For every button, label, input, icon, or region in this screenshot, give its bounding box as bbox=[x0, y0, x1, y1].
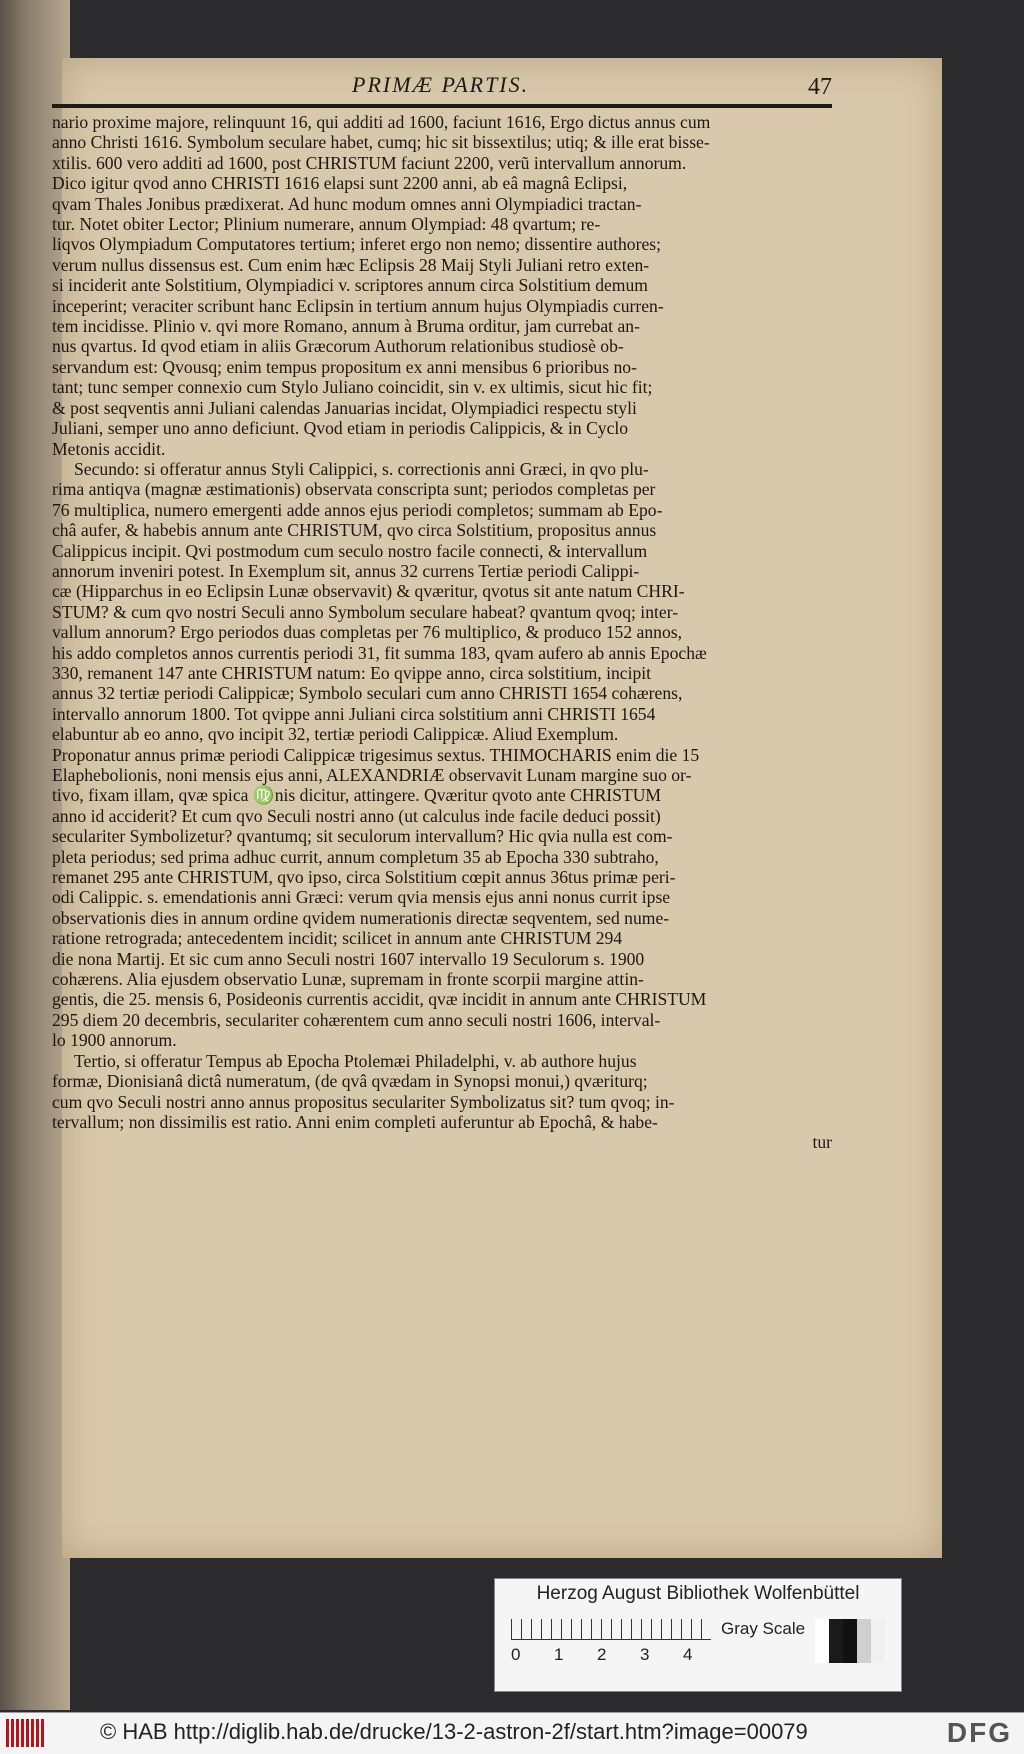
library-name: Herzog August Bibliothek Wolfenbüttel bbox=[536, 1583, 860, 1604]
text-line: Metonis accidit. bbox=[52, 438, 166, 459]
gray-patch bbox=[857, 1619, 871, 1663]
paragraph-2 bbox=[52, 459, 832, 1051]
ruler-number: 3 bbox=[640, 1645, 650, 1664]
text-line: his addo completos annos currentis periodi 31, fit summa 183, qvam aufero ab annis Epochæ bbox=[52, 642, 707, 663]
text-line: seculariter Symbolizetur? qvantumq; sit seculorum intervallum? Hic qvia nulla est com- bbox=[52, 826, 673, 847]
text-line: Elaphebolionis, noni mensis ejus anni, ALEXANDRIÆ observavit Lunam margine suo or- bbox=[52, 765, 692, 785]
text-line: tur. Notet obiter Lector; Plinium numerare, annum Olympiad: 48 qvartum; re- bbox=[52, 214, 601, 235]
text-line: anno Christi 1616. Symbolum seculare habet, cumq; hic sit bissextilus; utiq; & ille erat bisse- bbox=[52, 132, 710, 153]
text-line: servandum est: Qvousq; enim tempus propositum ex anni mensibus 6 prioribus no- bbox=[52, 356, 637, 377]
text-line: qvam Thales Jonibus prædixerat. Ad hunc modum omnes anni Olympiadici tractan- bbox=[52, 193, 642, 214]
text-line: 76 multiplica, numero emergenti adde annos ejus periodi completos; summam ab Epo- bbox=[52, 499, 663, 520]
paragraph-1 bbox=[52, 112, 832, 459]
ruler-number: 2 bbox=[597, 1645, 607, 1664]
ruler-number: 0 bbox=[511, 1645, 521, 1664]
text-line: gentis, die 25. mensis 6, Posideonis currentis accidit, qvæ incidit in annum ante CHRISTUM bbox=[52, 989, 707, 1010]
text-line: Juliani, semper uno anno deficiunt. Qvod etiam in periodis Calippicis, & in Cyclo bbox=[52, 418, 629, 439]
text-line: liqvos Olympiadum Computatores tertium; inferet ergo non nemo; dissentire authores; bbox=[52, 234, 661, 255]
text-line: lo 1900 annorum. bbox=[52, 1030, 177, 1051]
paragraph-3 bbox=[52, 1051, 832, 1133]
text-line: cæ (Hipparchus in eo Eclipsin Lunæ observavit) & qværitur, qvotus sit ante natum CHRI- bbox=[52, 581, 685, 602]
running-title: PRIMÆ PARTIS. bbox=[352, 72, 530, 97]
text-line: nus qvartus. Id qvod etiam in aliis Græcorum Authorum relationibus studiosè ob- bbox=[52, 336, 624, 357]
text-line: cohærens. Alia ejusdem observatio Lunæ, supremam in fronte scorpii margine attin- bbox=[52, 969, 644, 990]
text-line: ratione retrograda; antecedentem incidit; scilicet in annum ante CHRISTUM 294 bbox=[52, 928, 623, 949]
text-line: formæ, Dionisianâ dictâ numeratum, (de qvâ qvædam in Synopsi monui,) qværiturq; bbox=[52, 1071, 648, 1092]
hab-logo-icon bbox=[6, 1719, 46, 1747]
text-line: vallum annorum? Ergo periodos duas completas per 76 multiplico, & produco 152 annos, bbox=[52, 622, 682, 643]
text-line: observationis dies in annum ordine qvidem numerationis directæ seqventem, sed nume- bbox=[52, 907, 670, 928]
text-line: cum qvo Seculi nostri anno annus propositus seculariter Symbolizatus sit? tum qvoq; in- bbox=[52, 1091, 675, 1112]
text-line: elabuntur ab eo anno, qvo incipit 32, tertiæ periodi Calippicæ. Aliud Exemplum. bbox=[52, 724, 619, 745]
text-line: nario proxime majore, relinquunt 16, qui additi ad 1600, faciunt 1616, Ergo dictus annus cum bbox=[52, 112, 711, 132]
ruler-scale bbox=[511, 1619, 711, 1640]
text-line: & post seqventis anni Juliani calendas Januarias incidat, Olympiadici respectu styli bbox=[52, 397, 637, 418]
text-line: rima antiqva (magnæ æstimationis) observata conscripta sunt; periodos completas per bbox=[52, 479, 656, 500]
text-line: tervallum; non dissimilis est ratio. Anni enim completi auferuntur ab Epochâ, & habe- bbox=[52, 1111, 658, 1132]
text-line: xtilis. 600 vero additi ad 1600, post CHRISTUM faciunt 2200, verũ intervallum annorum. bbox=[52, 152, 687, 173]
text-line: annus 32 tertiæ periodi Calippicæ; Symbolo seculari cum anno CHRISTI 1654 cohærens, bbox=[52, 683, 683, 704]
text-line: pleta periodus; sed prima adhuc currit, annum completum 35 ab Epocha 330 subtraho, bbox=[52, 846, 659, 867]
ruler-numbers bbox=[511, 1645, 731, 1669]
text-line: remanet 295 ante CHRISTUM, qvo ipso, circa Solstitium cœpit annus 36tus primæ peri- bbox=[52, 867, 676, 888]
text-line: annorum inveniri potest. In Exemplum sit, annus 32 currens Tertiæ periodi Calippi- bbox=[52, 560, 640, 581]
text-line: verum nullus dissensus est. Cum enim hæc Eclipsis 28 Maij Styli Juliani retro exten- bbox=[52, 254, 650, 275]
text-line: Dico igitur qvod anno CHRISTI 1616 elapsi sunt 2200 anni, ab eâ magnâ Eclipsi, bbox=[52, 173, 628, 194]
footer-bar bbox=[0, 1712, 1024, 1754]
text-line: intervallo annorum 1800. Tot qvippe anni Juliani circa solstitium anni CHRISTI 1654 bbox=[52, 703, 656, 724]
gray-patch bbox=[871, 1619, 885, 1663]
source-url[interactable]: © HAB http://diglib.hab.de/drucke/13-2-astron-2f/start.htm?image=00079 bbox=[100, 1719, 808, 1744]
text-line: si inciderit ante Solstitium, Olympiadici v. scriptores annum circa Solstitium demum bbox=[52, 275, 648, 296]
catchword: tur bbox=[812, 1132, 832, 1153]
page-number: 47 bbox=[808, 74, 832, 100]
gray-patch bbox=[843, 1619, 857, 1663]
text-line: tivo, fixam illam, qvæ spica ♍nis dicitur, attingere. Qværitur qvoto ante CHRISTUM bbox=[52, 785, 662, 806]
text-line: Proponatur annus primæ periodi Calippicæ trigesimus sextus. THIMOCHARIS enim die 15 bbox=[52, 744, 700, 765]
text-line: 330, remanent 147 ante CHRISTUM natum: Eo qvippe anno, circa solstitium, incipit bbox=[52, 662, 652, 683]
text-line: inceperint; veraciter scribunt hanc Eclipsin in tertium annum hujus Olympiadis curren- bbox=[52, 295, 664, 316]
ruler-number: 4 bbox=[683, 1645, 693, 1664]
text-line: anno id acciderit? Et cum qvo Seculi nostri anno (ut calculus inde facile deduci possit) bbox=[52, 805, 661, 826]
header-rule bbox=[52, 104, 832, 108]
gray-patch bbox=[829, 1619, 843, 1663]
dfg-logo: DFG bbox=[946, 1717, 1012, 1748]
ruler-number: 1 bbox=[554, 1645, 564, 1664]
gray-scale-patches bbox=[815, 1619, 885, 1663]
text-line: STUM? & cum qvo nostri Seculi anno Symbolum seculare habeat? qvantum qvoq; inter- bbox=[52, 601, 679, 622]
text-line: die nona Martij. Et sic cum anno Seculi nostri 1607 intervallo 19 Seculorum s. 1900 bbox=[52, 948, 645, 969]
color-scale-card bbox=[494, 1578, 902, 1692]
text-line: 295 diem 20 decembris, seculariter cohærentem cum anno seculi nostri 1606, interval- bbox=[52, 1009, 661, 1030]
text-line: tem incidisse. Plinio v. qvi more Romano, annum à Bruma orditur, jam currebat an- bbox=[52, 316, 640, 337]
page-text bbox=[52, 112, 832, 1153]
text-line: Secundo: si offeratur annus Styli Calippici, s. correctionis anni Græci, in qvo plu- bbox=[74, 458, 649, 479]
gray-patch bbox=[815, 1619, 829, 1663]
text-line: Tertio, si offeratur Tempus ab Epocha Ptolemæi Philadelphi, v. ab authore hujus bbox=[74, 1050, 637, 1071]
text-line: odi Calippic. s. emendationis anni Græci: verum qvia mensis ejus anni nonus currit ipse bbox=[52, 887, 671, 908]
text-line: châ aufer, & habebis annum ante CHRISTUM, qvo circa Solstitium, propositus annus bbox=[52, 520, 657, 541]
gray-scale-label: Gray Scale bbox=[721, 1619, 806, 1638]
text-line: tant; tunc semper connexio cum Stylo Juliano coincidit, sin v. ex ultimis, sicut hic fit; bbox=[52, 377, 653, 398]
text-line: Calippicus incipit. Qvi postmodum cum seculo nostro facile connecti, & intervallum bbox=[52, 540, 648, 561]
